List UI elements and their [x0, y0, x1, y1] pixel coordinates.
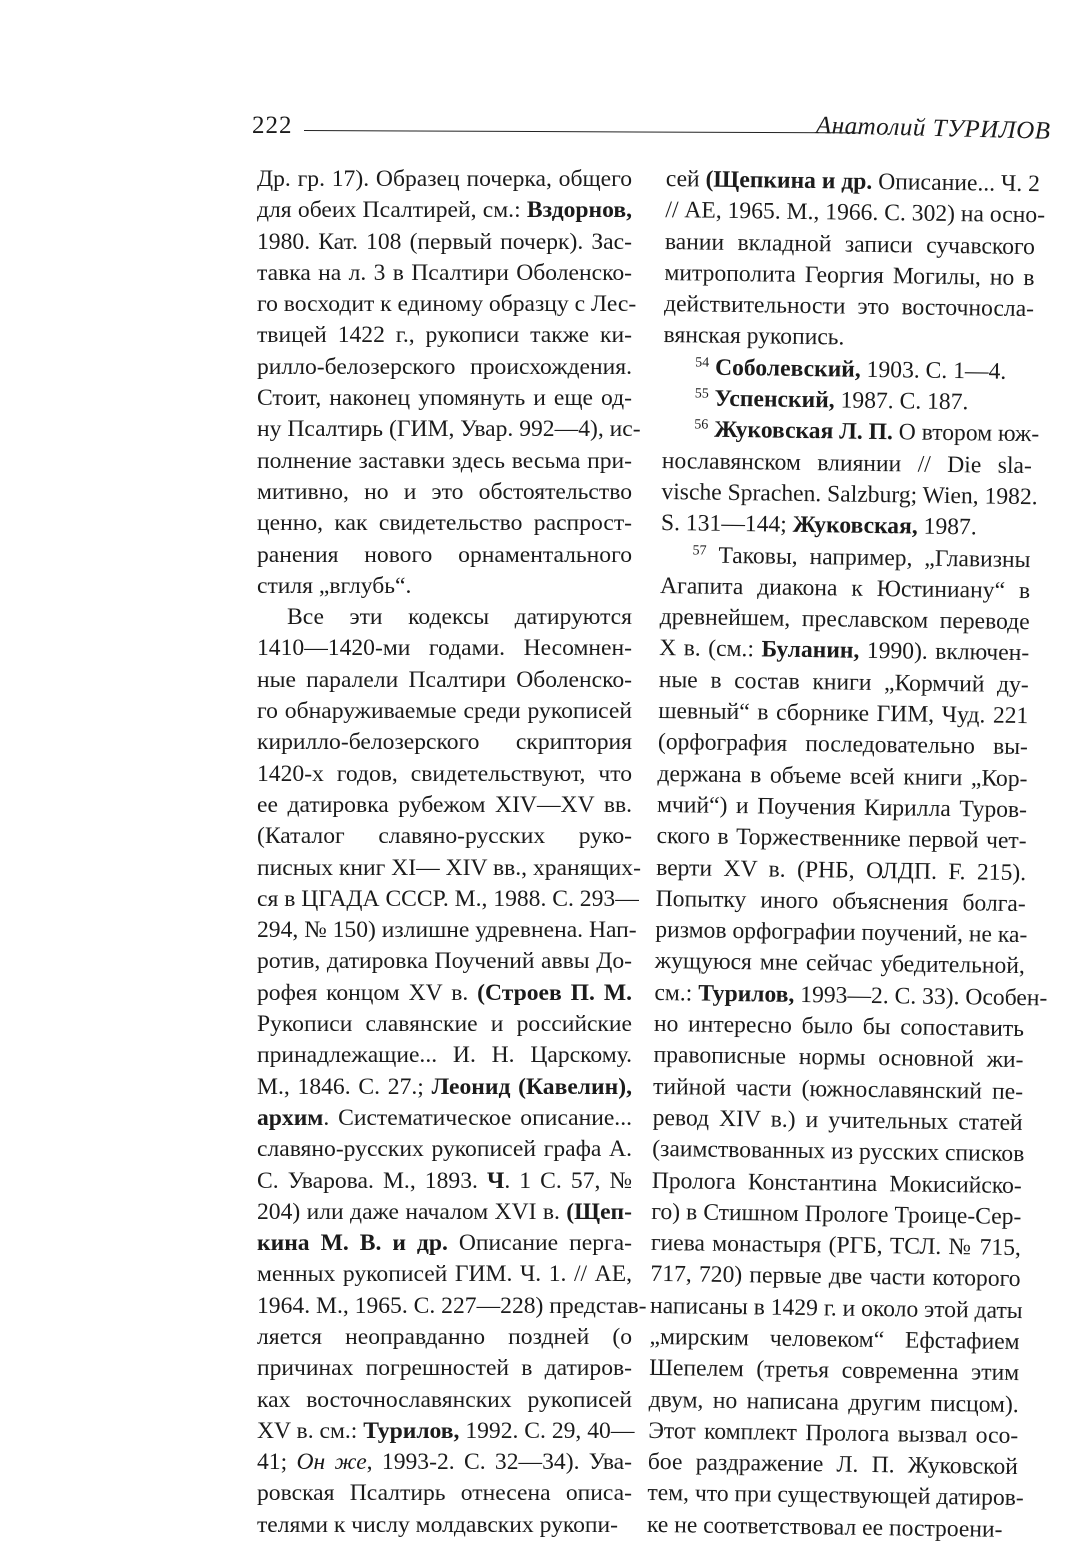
text-run: 1990). включен- — [859, 638, 1030, 667]
text-run: 1964. М., 1965. С. 227—228) представ- — [257, 1292, 647, 1319]
text-run: 55 — [694, 386, 709, 402]
text-run: архим — [257, 1104, 324, 1131]
text-line — [257, 258, 632, 289]
page-number: 222 — [252, 112, 293, 139]
text-run: ревод XIV в.) и учительных статей — [652, 1104, 1023, 1136]
text-run: Он же — [296, 1449, 367, 1476]
text-run: Рукописи славянские и российские — [257, 1011, 632, 1038]
text-line — [650, 1259, 1020, 1295]
text-line — [257, 602, 632, 633]
text-run: твицей 1422 г., рукописи также ки- — [257, 322, 632, 349]
text-line — [257, 1478, 632, 1509]
text-line — [663, 352, 1033, 388]
text-run: Описание перга- — [447, 1230, 632, 1257]
text-run: S. 131—144; — [660, 510, 793, 539]
text-run: // АЕ, 1965. М., 1966. С. 302) на осно- — [665, 197, 1046, 229]
text-line — [649, 1322, 1019, 1358]
text-run: нославянском влиянии // Die sla- — [661, 447, 1033, 479]
text-line — [649, 1353, 1019, 1389]
text-run: гиева монастыря (РГБ, ТСЛ. № 715, — [650, 1229, 1022, 1262]
text-line — [662, 414, 1040, 450]
text-line — [257, 884, 639, 915]
text-line — [257, 352, 632, 383]
text-run: написаны в 1429 г. и около этой даты — [649, 1292, 1023, 1324]
text-run: 294, № 150) излишне удревнена. Нап- — [257, 917, 637, 944]
text-line — [257, 790, 632, 821]
text-run: Таковы, например, „Главизны — [706, 542, 1031, 573]
text-run: ках восточнославянских рукописей — [257, 1386, 632, 1413]
text-run: (Щеп- — [566, 1198, 632, 1225]
text-line — [647, 1510, 1017, 1546]
text-line — [257, 195, 632, 226]
text-line — [665, 227, 1035, 263]
text-run: Ч — [486, 1167, 505, 1194]
text-run: тавка на л. 3 в Псалтири Оболенско- — [257, 259, 632, 286]
text-run: Описание... Ч. 2 — [872, 168, 1041, 198]
text-line — [657, 759, 1027, 795]
text-run: 204) или даже началом XVI в. — [257, 1198, 567, 1225]
text-line — [652, 1103, 1022, 1139]
text-run: С. Уварова. М., 1893. — [257, 1167, 487, 1194]
text-run: О втором юж- — [892, 419, 1040, 448]
text-run: Турилов, — [698, 980, 795, 1008]
text-run: бое раздражение Л. П. Жуковской — [647, 1449, 1019, 1481]
text-run: 1992. С. 29, 40— — [459, 1417, 635, 1444]
text-line — [651, 1228, 1021, 1264]
header-rule — [304, 130, 860, 133]
text-run: . 1 С. 57, № — [504, 1167, 632, 1194]
text-line — [257, 1166, 632, 1197]
text-run: 717, 720) первые две части которого — [650, 1261, 1021, 1293]
text-line — [664, 289, 1034, 325]
text-run: XV в. см.: — [257, 1417, 364, 1444]
text-run: Шепелем (третья современна этим — [649, 1355, 1020, 1387]
text-line — [653, 1072, 1023, 1108]
text-line — [257, 508, 632, 539]
text-line — [655, 946, 1025, 982]
text-run: (орфография последовательно вы- — [657, 729, 1029, 761]
text-run: кирилло-белозерского скриптория — [257, 729, 632, 756]
text-run: тем, что при существующей датиров- — [647, 1480, 1024, 1512]
text-line — [257, 978, 632, 1009]
text-run: Леонид (Кавелин), — [431, 1073, 632, 1100]
text-line — [257, 1447, 632, 1478]
text-line — [257, 759, 632, 790]
text-line — [652, 1134, 1025, 1170]
text-line — [257, 1228, 632, 1259]
text-line — [656, 852, 1026, 888]
text-run: Жуковская Л. П. — [714, 417, 894, 446]
text-line — [651, 1197, 1021, 1233]
text-line — [257, 227, 632, 258]
text-run: сей — [665, 165, 706, 193]
text-run: телями к числу молдавских рукопи- — [257, 1511, 619, 1538]
text-line — [257, 164, 632, 195]
text-run: Турилов, — [363, 1417, 460, 1444]
text-run: верти XV в. (РНБ, ОЛДП. F. 215). — [655, 854, 1027, 886]
text-line — [661, 508, 1031, 544]
text-run: го восходит к единому образцу с Лес- — [257, 291, 637, 318]
text-run: 1993—2. С. 33). Особен- — [794, 981, 1048, 1012]
text-run: ну Псалтирь (ГИМ, Увар. 992—4), ис- — [257, 416, 641, 443]
text-run: менных рукописей ГИМ. Ч. 1. // АЕ, — [257, 1261, 632, 1288]
text-line — [257, 1385, 632, 1416]
text-run: вании вкладной записи сучавского — [664, 228, 1036, 260]
running-head: Анатолий ТУРИЛОВ — [815, 112, 1051, 145]
text-line — [663, 320, 1033, 356]
text-run: ровская Псалтирь отнесена описа- — [257, 1480, 632, 1507]
text-run: кина М. В. и др. — [257, 1230, 448, 1257]
text-line — [659, 665, 1029, 701]
text-run: ные паралели Псалтири Оболенско- — [257, 666, 632, 693]
text-run: ся в ЦГАДА СССР. М., 1988. С. 293— — [257, 885, 639, 912]
text-line — [663, 383, 1033, 419]
text-run: для обеих Псалтирей, см.: — [257, 197, 527, 224]
text-run: 56 — [694, 417, 709, 433]
text-run: Попытку иного объяснения болга- — [655, 885, 1026, 917]
text-line — [659, 602, 1029, 638]
text-run: ранения нового орнаментального — [257, 541, 632, 568]
text-run: 1420-х годов, свидетельствуют, что — [257, 760, 632, 787]
text-line — [257, 571, 632, 602]
text-run: „мирским человеком“ Ефстафием — [649, 1323, 1020, 1356]
text-line — [257, 1040, 632, 1071]
text-run: М., 1846. С. 27.; — [257, 1073, 432, 1100]
text-line — [257, 1103, 632, 1134]
text-run: 57 — [692, 542, 707, 559]
text-run: ского в Торжественнике первой чет- — [656, 823, 1027, 855]
text-line — [654, 978, 1048, 1014]
page-header — [252, 112, 1051, 152]
text-run: 1410—1420-ми годами. Несомнен- — [257, 635, 632, 662]
text-run: Вздорнов, — [526, 197, 632, 224]
text-line — [656, 884, 1026, 920]
text-line — [257, 946, 632, 977]
text-line — [653, 1040, 1023, 1076]
text-run: ротив, датировка Поучений аввы До- — [257, 948, 632, 975]
text-line — [257, 633, 632, 664]
text-run: Соболевский, — [714, 354, 861, 383]
text-run: древнейшем, преславском переводе — [659, 604, 1030, 636]
text-run: ные в состав книги „Кормчий ду- — [658, 666, 1029, 698]
text-line — [659, 633, 1029, 669]
text-line — [257, 446, 632, 477]
text-run: писных книг XI— XIV вв., хранящих- — [257, 854, 641, 881]
text-run: полнение заставки здесь весьма при- — [257, 447, 632, 474]
text-line — [257, 665, 632, 696]
text-run: Все эти кодексы датируются — [287, 604, 632, 631]
text-run: шевный“ в сборнике ГИМ, Чуд. 221 — [658, 697, 1029, 730]
text-run: Пролога Константина Мокисийско- — [651, 1167, 1022, 1199]
text-line — [257, 1134, 632, 1165]
text-line — [257, 1322, 632, 1353]
text-run: Агапита диакона к Юстиниану“ в — [659, 572, 1031, 604]
text-line — [664, 258, 1034, 294]
text-line — [649, 1291, 1023, 1327]
text-line — [647, 1478, 1024, 1514]
text-line — [257, 1197, 632, 1228]
text-run: но интересно было бы сопоставить — [653, 1010, 1025, 1043]
text-run: митивно, но и это обстоятельство — [257, 478, 632, 505]
text-line — [657, 790, 1027, 826]
text-run: ризмов орфографии поучений, не ка- — [655, 917, 1028, 949]
text-line — [661, 477, 1038, 513]
text-run: (Щепкина и др. — [705, 166, 873, 195]
text-run: го) в Стишном Прологе Троице-Сер- — [651, 1198, 1022, 1230]
text-run: 1980. Кат. 108 (первый почерк). Зас- — [257, 228, 632, 255]
text-run: держана в объеме всей книги „Кор- — [657, 760, 1028, 792]
text-line — [662, 446, 1032, 482]
text-line — [257, 1416, 635, 1447]
text-run: действительности это восточносла- — [663, 291, 1035, 323]
text-run: vische Sprachen. Salzburg; Wien, 1982. — [661, 478, 1038, 511]
text-run: X в. (см.: — [659, 635, 762, 663]
text-line — [257, 727, 632, 758]
text-line — [257, 853, 641, 884]
text-run: принадлежащие... И. Н. Царскому. — [257, 1042, 632, 1069]
text-run: Др. гр. 17). Образец почерка, общего — [257, 166, 632, 192]
text-run: (Каталог славяно-русских руко- — [257, 823, 632, 850]
text-line — [658, 696, 1028, 732]
text-line — [257, 821, 632, 852]
text-line — [654, 1009, 1024, 1045]
text-run: 1903. С. 1—4. — [860, 356, 1007, 385]
text-run: славяно-русских рукописей графа А. — [257, 1136, 632, 1163]
text-run: тийной части (южнославянский пе- — [652, 1073, 1024, 1105]
text-line — [257, 1072, 632, 1103]
text-line — [257, 1259, 632, 1290]
text-line — [257, 289, 637, 320]
text-run: . Систематическое описание... — [323, 1104, 632, 1131]
text-run: правописные нормы основной жи- — [653, 1042, 1024, 1074]
text-line — [257, 383, 632, 414]
text-run: вянская рукопись. — [663, 322, 845, 351]
text-run: ке не соответствовал ее построени- — [646, 1511, 1003, 1543]
text-run: митрополита Георгия Могилы, но в — [664, 259, 1035, 292]
right-text-column — [646, 164, 1048, 1546]
left-text-column — [257, 164, 647, 1541]
text-run: го обнаруживаемые среди рукописей — [257, 698, 632, 725]
text-run: 1987. — [917, 513, 977, 541]
text-run: (Строев П. М. — [477, 979, 632, 1006]
text-line — [665, 195, 1046, 231]
text-line — [655, 915, 1028, 951]
text-line — [257, 1510, 632, 1541]
text-run: причинах погрешностей в датиров- — [257, 1355, 632, 1382]
text-line — [648, 1447, 1018, 1483]
text-line — [257, 1009, 632, 1040]
text-line — [665, 164, 1041, 200]
text-run: Успенский, — [714, 385, 835, 414]
text-run: см.: — [654, 979, 699, 1007]
text-line — [257, 320, 632, 351]
text-line — [648, 1416, 1018, 1452]
text-run: , 1993-2. С. 32—34). Ува- — [366, 1449, 632, 1476]
text-run: стиля „вглубь“. — [257, 572, 412, 599]
text-line — [660, 571, 1030, 607]
text-run: двум, но написана другим писцом). — [648, 1386, 1019, 1418]
text-line — [656, 821, 1026, 857]
text-run: 1987. С. 187. — [834, 387, 969, 416]
text-line — [257, 414, 641, 445]
text-run: жущуюся мне сейчас убедительной, — [654, 948, 1026, 980]
text-line — [257, 915, 637, 946]
text-line — [652, 1165, 1022, 1201]
text-line — [658, 727, 1028, 763]
text-run: (заимствованных из русских списков — [652, 1136, 1025, 1168]
text-run: Стоит, наконец упомянуть и еще од- — [257, 385, 632, 412]
text-run: мчий“) и Поучения Кирилла Туров- — [656, 791, 1028, 824]
text-run: 41; — [257, 1449, 297, 1476]
text-line — [257, 696, 632, 727]
text-run: ляется неоправданно поздней (о — [257, 1323, 632, 1350]
text-line — [257, 1291, 647, 1322]
text-line — [660, 540, 1030, 576]
text-run: рофея концом XV в. — [257, 979, 478, 1006]
text-run: Жуковская, — [792, 512, 918, 540]
text-run: ценно, как свидетельство распрост- — [257, 510, 632, 537]
text-line — [257, 477, 632, 508]
text-line — [257, 1353, 632, 1384]
text-line — [257, 540, 632, 571]
text-line — [649, 1384, 1019, 1420]
text-run: Буланин, — [761, 636, 860, 665]
text-run: рилло-белозерского происхождения. — [257, 353, 632, 380]
text-run: 54 — [695, 355, 710, 371]
text-run: Этот комплект Пролога вызвал осо- — [648, 1417, 1019, 1449]
text-run: ее датировка рубежом XIV—XV вв. — [257, 791, 632, 818]
